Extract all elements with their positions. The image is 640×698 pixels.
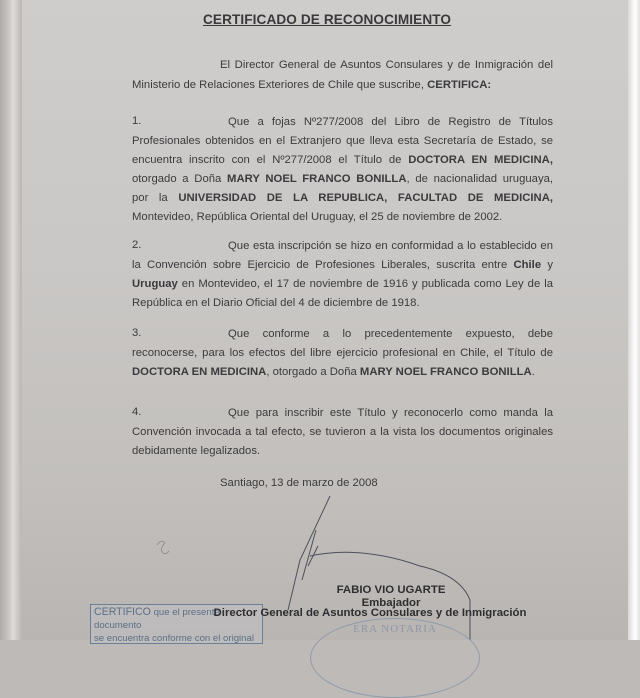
- paragraph-1-line-5: por la UNIVERSIDAD DE LA REPUBLICA, FACULTAD DE MEDICINA,: [132, 192, 553, 204]
- paragraph-4-line-1: Que para inscribir este Título y reconocerlo como manda la: [228, 407, 553, 419]
- notary-seal: ERA NOTARIA: [310, 618, 480, 698]
- holder-name: MARY NOEL FRANCO BONILLA: [227, 173, 407, 185]
- signatory-name: FABIO VIO UGARTE: [336, 584, 446, 596]
- country-chile: Chile: [513, 259, 542, 271]
- certifica-label: CERTIFICA:: [427, 79, 492, 91]
- paragraph-1-line-6: Montevideo, República Oriental del Uruguay, el 25 de noviembre de 2002.: [132, 211, 503, 223]
- signatory-position: Director General de Asuntos Consulares y de Inmigración: [213, 607, 527, 619]
- paragraph-4-line-3: debidamente legalizados.: [132, 445, 261, 457]
- certification-stamp: CERTIFICO que el presente documento se encuentra conforme con el original: [90, 604, 263, 644]
- paragraph-1-line-1: Que a fojas Nº277/2008 del Libro de Registro de Títulos: [228, 116, 553, 128]
- paragraph-1-number: 1.: [132, 115, 142, 127]
- place-date: Santiago, 13 de marzo de 2008: [220, 477, 378, 489]
- paragraph-2-line-2: la Convención sobre Ejercicio de Profesiones Liberales, suscrita entre Chile y: [132, 259, 554, 271]
- paragraph-2-line-1: Que esta inscripción se hizo en conformidad a lo establecido en: [228, 240, 553, 252]
- paragraph-2-line-4: República en el Diario Oficial del 4 de diciembre de 1918.: [132, 297, 420, 309]
- paragraph-3-line-2: reconocerse, para los efectos del libre ejercicio profesional en Chile, el Título de: [132, 347, 553, 359]
- paragraph-3-number: 3.: [132, 327, 142, 339]
- intro-line-2: Ministerio de Relaciones Exteriores de Chile que suscribe, CERTIFICA:: [132, 79, 492, 91]
- paragraph-2-number: 2.: [132, 239, 142, 251]
- paragraph-1-line-2: Profesionales obtenidos en el Extranjero que lleva esta Secretaría de Estado, se: [132, 135, 553, 147]
- paragraph-1-line-4: otorgado a Doña MARY NOEL FRANCO BONILLA, de nacionalidad uruguaya,: [132, 173, 554, 185]
- signatory-rank: Embajador: [361, 597, 421, 609]
- document-title: CERTIFICADO DE RECONOCIMIENTO: [203, 12, 452, 27]
- country-uruguay: Uruguay: [132, 278, 178, 290]
- paragraph-1-line-3: encuentra inscrito con el Nº277/2008 el Título de DOCTORA EN MEDICINA,: [132, 154, 553, 166]
- paragraph-4-line-2: Convención invocada a tal efecto, se tuvieron a la vista los documentos originales: [132, 426, 553, 438]
- paragraph-2-line-3: Uruguay en Montevideo, el 17 de noviembre de 1916 y publicada como Ley de la: [132, 278, 553, 290]
- intro-line-1: El Director General de Asuntos Consulares y de Inmigración del: [220, 59, 553, 71]
- university-name: UNIVERSIDAD DE LA REPUBLICA, FACULTAD DE MEDICINA,: [178, 192, 553, 204]
- paragraph-3-line-3: DOCTORA EN MEDICINA, otorgado a Doña MARY NOEL FRANCO BONILLA.: [132, 366, 535, 378]
- paragraph-4-number: 4.: [132, 406, 142, 418]
- paragraph-3-line-1: Que conforme a lo precedentemente expuesto, debe: [228, 328, 553, 340]
- degree-title: DOCTORA EN MEDICINA,: [408, 154, 553, 166]
